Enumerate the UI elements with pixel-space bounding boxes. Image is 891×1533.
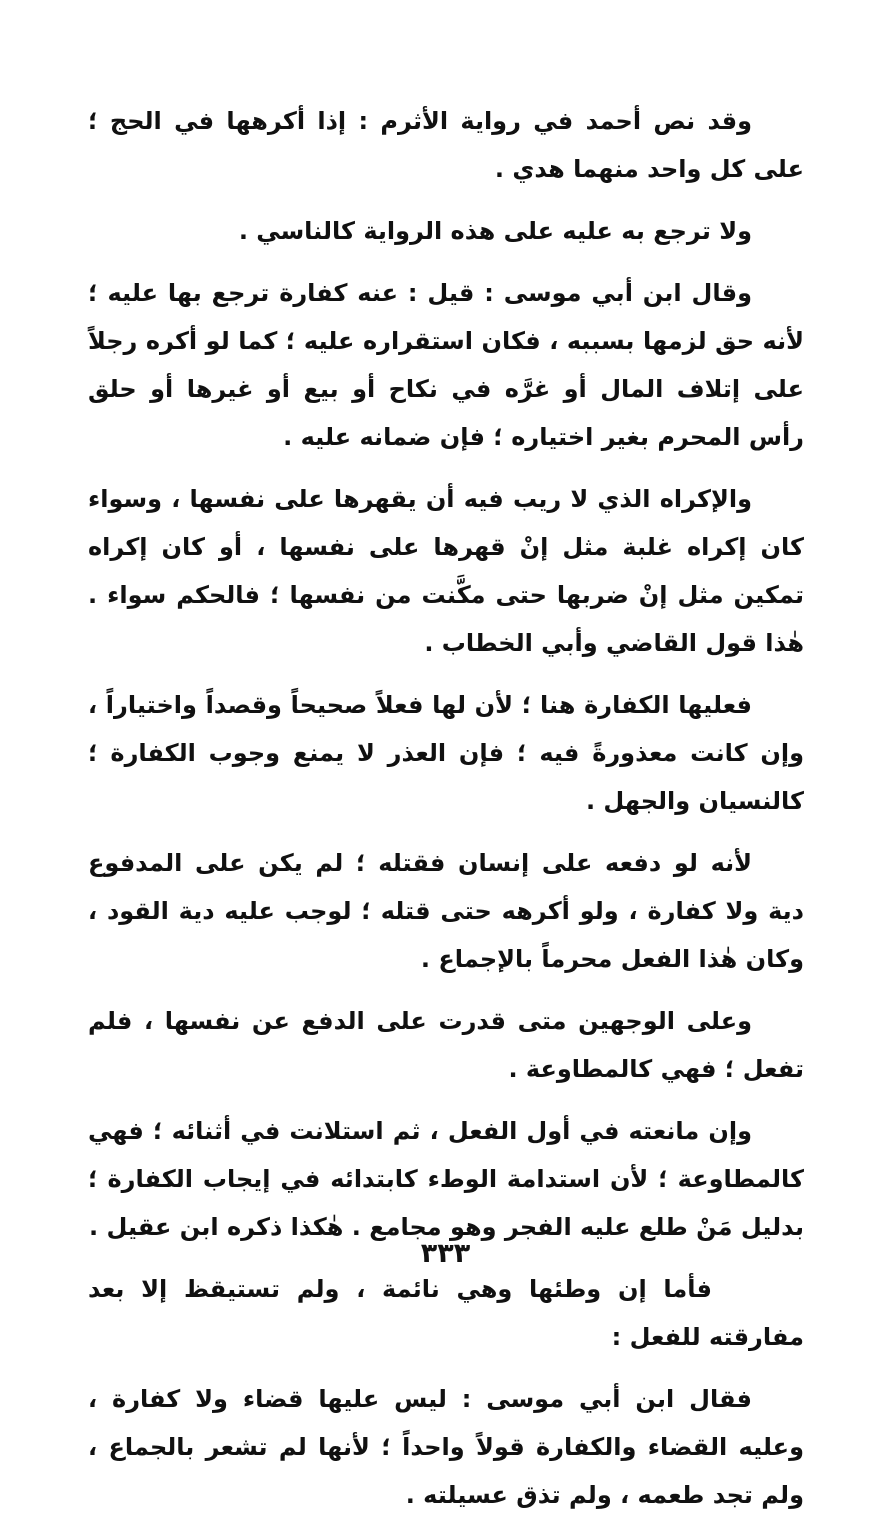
page-number: ٣٣٣ xyxy=(420,1238,471,1269)
paragraph-6: لأنه لو دفعه على إنسان فقتله ؛ لم يكن على المدفوع دية ولا كفارة ، ولو أكرهه حتى قتله ؛ لوجب عليه دية القود ، وكان هٰذا الفعل محرماً بالإجماع . xyxy=(88,849,804,973)
paragraph-5: فعليها الكفارة هنا ؛ لأن لها فعلاً صحيحاً وقصداً واختياراً ، وإن كانت معذورةً فيه ؛ فإن العذر لا يمنع وجوب الكفارة ؛ كالنسيان والجهل . xyxy=(88,691,804,815)
paragraph-8: وإن مانعته في أول الفعل ، ثم استلانت في أثنائه ؛ فهي كالمطاوعة ؛ لأن استدامة الوطء كابتدائه في إيجاب الكفارة ؛ بدليل مَنْ طلع عليه الفجر وهو مجامع . هٰكذا ذكره ابن عقيل . xyxy=(88,1117,804,1241)
paragraph-9: فأما إن وطئها وهي نائمة ، ولم تستيقظ إلا بعد مفارقته للفعل : xyxy=(88,1275,804,1351)
paragraph-7: وعلى الوجهين متى قدرت على الدفع عن نفسها ، فلم تفعل ؛ فهي كالمطاوعة . xyxy=(88,1007,804,1083)
main-text xyxy=(88,97,804,1533)
paragraph-4: والإكراه الذي لا ريب فيه أن يقهرها على نفسها ، وسواء كان إكراه غلبة مثل إنْ قهرها على نفسها ، أو كان إكراه تمكين مثل إنْ ضربها حتى مكَّنت من نفسها ؛ فالحكم سواء . هٰذا قول القاضي وأبي الخطاب . xyxy=(88,485,804,657)
paragraph-3: وقال ابن أبي موسى : قيل : عنه كفارة ترجع بها عليه ؛ لأنه حق لزمها بسببه ، فكان استقراره عليه ؛ كما لو أكره رجلاً على إتلاف المال أو غرَّه في نكاح أو بيع أو غيرها أو حلق رأس المحرم بغير اختياره ؛ فإن ضمانه عليه . xyxy=(88,279,804,451)
paragraph-1: وقد نص أحمد في رواية الأثرم : إذا أكرهها في الحج ؛ على كل واحد منهما هدي . xyxy=(88,107,804,183)
paragraph-2: ولا ترجع به عليه على هذه الرواية كالناسي . xyxy=(238,217,752,245)
paragraph-10: فقال ابن أبي موسى : ليس عليها قضاء ولا كفارة ، وعليه القضاء والكفارة قولاً واحداً ؛ لأنها لم تشعر بالجماع ، ولم تجد طعمه ، ولم تذق عسيلته . xyxy=(88,1385,804,1509)
